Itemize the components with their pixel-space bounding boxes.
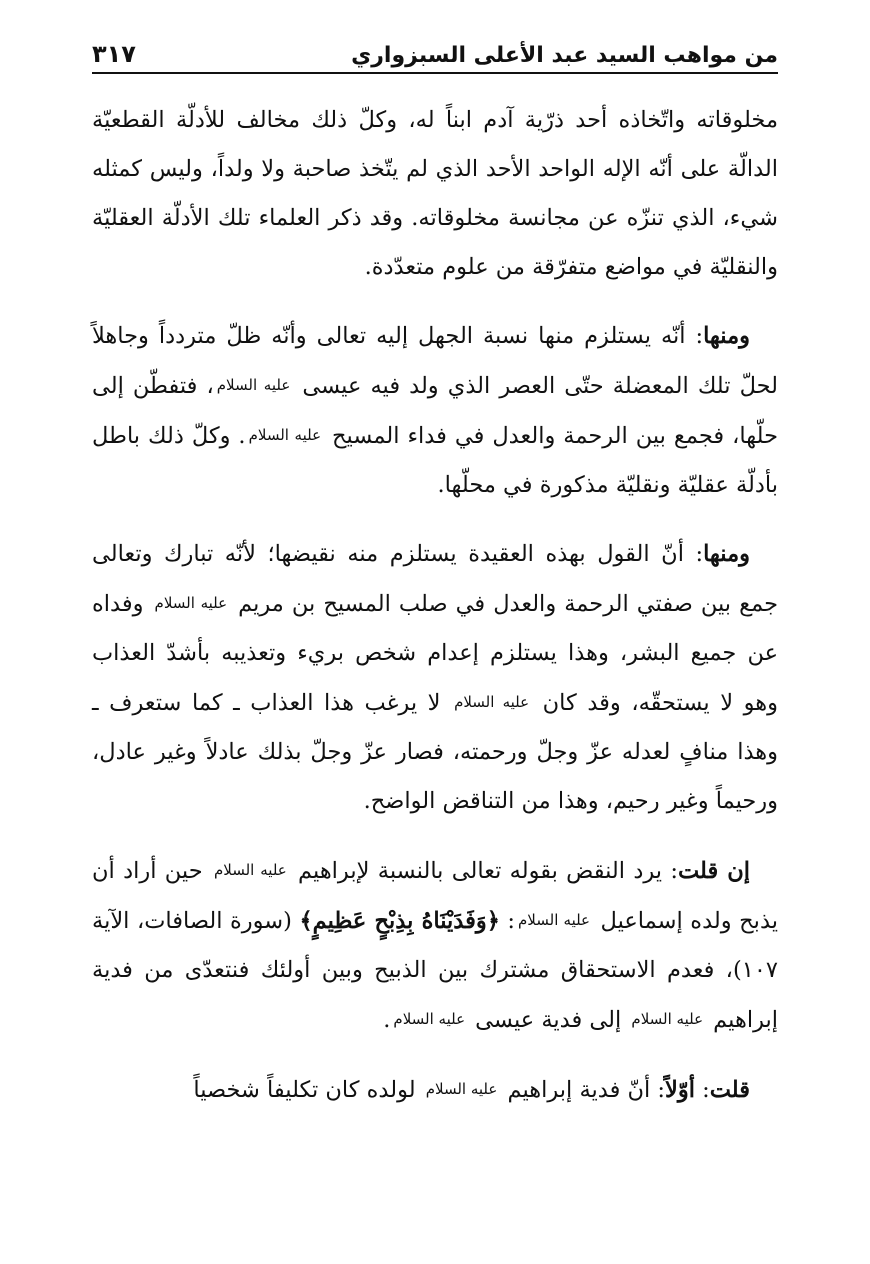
paragraph-text: : xyxy=(694,1077,710,1103)
paragraph-2 xyxy=(92,312,778,510)
honorific-glyph: عليه السلام xyxy=(393,1010,466,1028)
book-title: من مواهب السيد عبد الأعلى السبزواري xyxy=(351,43,778,68)
paragraph-text: : أنّ فدية إبراهيم xyxy=(500,1077,665,1103)
paragraph-text: : أنّ القول بهذه العقيدة يستلزم منه نقيضها؛ لأنّه تبارك وتعالى جمع بين صفتي الرحمة والعدل في صلب المسيح بن مريم xyxy=(92,541,779,617)
paragraph-text: : يرد النقض بقوله تعالى بالنسبة لإبراهيم xyxy=(289,858,678,884)
page-number: ٣١٧ xyxy=(92,40,136,68)
honorific-glyph: عليه السلام xyxy=(518,911,591,929)
paragraph-text: مخلوقاته واتّخاذه أحد ذرّية آدم ابناً له، وكلّ ذلك مخالف للأدلّة القطعيّة الدالّة على أنّه الإله الواحد الأحد الذي لم يتّخذ صاحبة ولا ولداً، وليس كمثله شيء، الذي تنزّه عن مجانسة مخلوقاته. وقد ذكر العلماء تلك الأدلّة العقليّة والنقليّة في مواضع متفرّقة من علوم متعدّدة. xyxy=(92,107,778,280)
page-body xyxy=(92,96,778,1135)
honorific-glyph: عليه السلام xyxy=(154,594,228,612)
honorific-glyph: عليه السلام xyxy=(631,1010,704,1028)
honorific-glyph: عليه السلام xyxy=(216,376,291,394)
paragraph-text: ، فتفطّن إلى حلّها، فجمع بين الرحمة والعدل في فداء المسيح xyxy=(92,373,778,449)
paragraph-text: وفداه عن جميع البشر، وهذا يستلزم إعدام شخص بريء وتعذيبه بأشدّ العذاب وهو لا يستحقّه، وقد كان xyxy=(92,591,779,716)
paragraph-text: لولده كان تكليفاً شخصياً xyxy=(193,1077,423,1103)
paragraph-text: (سورة الصافات، الآية ١٠٧)، فعدم الاستحقاق مشترك بين الذبيح وبين أولئك فنتعدّى من فدية إبراهيم xyxy=(92,908,778,1033)
paragraph-lead-secondary: أوّلاً xyxy=(665,1077,695,1103)
honorific-glyph: عليه السلام xyxy=(248,426,322,444)
paragraph-text: : xyxy=(499,908,516,934)
honorific-glyph: عليه السلام xyxy=(454,693,530,711)
paragraph-text: . xyxy=(383,1007,391,1033)
quran-verse: ﴿وَفَدَيْنَاهُ بِذِبْحٍ عَظِيمٍ﴾ xyxy=(299,908,500,934)
paragraph-lead: ومنها xyxy=(703,541,750,567)
running-header xyxy=(92,28,778,74)
paragraph-text: إلى فدية عيسى xyxy=(468,1007,629,1033)
paragraph-1 xyxy=(92,96,778,292)
paragraph-text: : أنّه يستلزم منها نسبة الجهل إليه تعالى وأنّه ظلّ متردداً وجاهلاً لحلّ تلك المعضلة حتّى العصر الذي ولد فيه عيسى xyxy=(92,323,778,399)
paragraph-text: لا يرغب هذا العذاب ـ كما ستعرف ـ وهذا منافٍ لعدله عزّ وجلّ ورحمته، فصار عزّ وجلّ بذلك عادلاً وغير عادل، ورحيماً وغير رحيم، وهذا من التناقض الواضح. xyxy=(92,690,778,814)
paragraph-text: . وكلّ ذلك باطل بأدلّة عقليّة ونقليّة مذكورة في محلّها. xyxy=(92,423,778,498)
paragraph-lead: إن قلت xyxy=(677,858,751,884)
paragraph-text: حين أراد أن يذبح ولده إسماعيل xyxy=(92,858,779,934)
paragraph-4 xyxy=(92,846,778,1045)
honorific-glyph: عليه السلام xyxy=(425,1080,498,1098)
paragraph-5 xyxy=(92,1065,778,1115)
paragraph-lead: قلت xyxy=(709,1077,750,1103)
honorific-glyph: عليه السلام xyxy=(213,861,287,879)
paragraph-lead: ومنها xyxy=(703,323,750,349)
paragraph-3 xyxy=(92,530,778,826)
